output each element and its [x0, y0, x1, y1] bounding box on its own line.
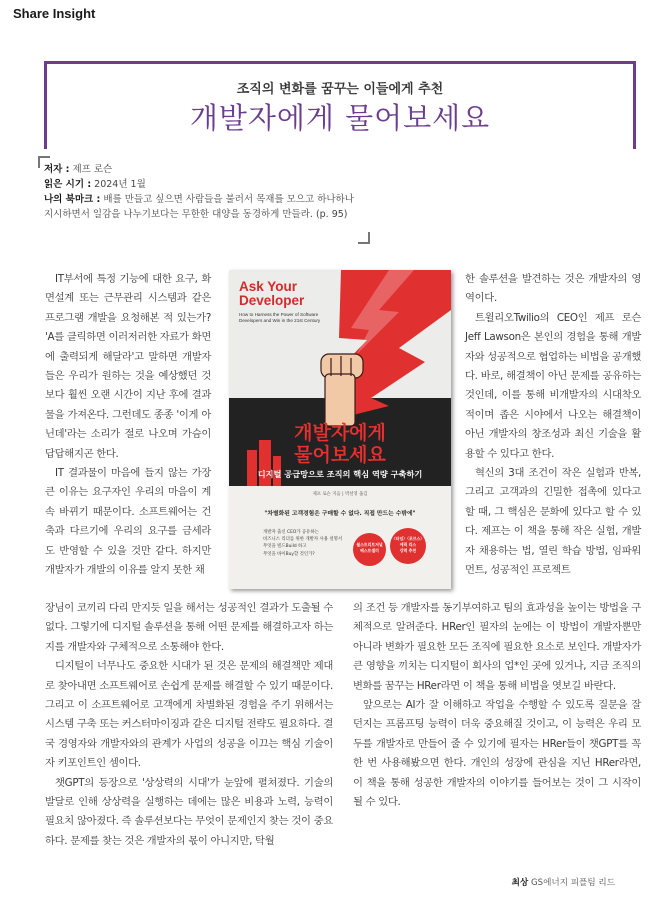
body-column-right-top: [465, 270, 641, 581]
meta-author: [44, 162, 358, 177]
page-title: 개발자에게 물어보세요: [189, 101, 491, 135]
book-en-title-line1: Ask Your: [239, 279, 298, 294]
book-kr-title-line2: 물어보세요: [294, 444, 386, 466]
header-box: [44, 61, 636, 149]
paragraph: 장님이 코끼리 다리 만지듯 일을 해서는 성공적인 결과가 도출될 수 없다. 그렇기에 디지털 솔루션을 통해 어떤 문제를 해결하고자 하는지를 개발자와 구체적으로 소통해야 한다.: [45, 602, 333, 653]
book-kr-title: [229, 422, 451, 466]
book-en-subtitle: How to Harness the Power of Software Developers and Win in the 21st Century: [239, 312, 321, 323]
paragraph: 앞으로는 AI가 잘 이해하고 작업을 수행할 수 있도록 질문을 잘 던지는 프롬프팅 능력이 더욱 중요해질 것이고, 이 능력은 우리 모두를 개발자로 만들어 줄 수 있기에 필자는 HRer들이 챗GPT를 꼭 한 번 사용해봤으면 한다. 개인의 성장에 관심을 지닌 HRer라면, 이 책을 통해 성공한 개발자의 이야기를 들어보는 것이 그 시작이 될 수 있다.: [353, 699, 641, 809]
paragraph: 디지털이 너무나도 중요한 시대가 된 것은 문제의 해결책만 제대로 찾아내면 소프트웨어로 손쉽게 문제를 해결할 수 있기 때문이다. 그리고 이 소프트웨어로 고객에게 차별화된 경험을 주기 위해서는 시스템 구축 또는 커스터마이징과 같은 디지털 전략도 필요하다. 결국 경영자와 개발자와의 관계가 사업의 성공을 이끄는 핵심 기술이자 키포인트인 셈이다.: [45, 660, 333, 770]
book-kr-title-line1: 개발자에게: [294, 422, 386, 444]
badge2-line1: 〈타임〉〈포브스〉: [391, 536, 425, 541]
paragraph: 챗GPT의 등장으로 '상상력의 시대'가 눈앞에 펼쳐졌다. 기술의 발달로 인해 상상력을 실행하는 데에는 많은 비용과 노력, 능력이 필요치 않아졌다. 즉 솔루션보다는 무엇이 문제인지 찾는 것이 중요하다. 문제를 찾는 것은 개발자의 몫이 아니지만, 탁월: [45, 776, 333, 847]
meta-author-label: 저자 :: [44, 164, 70, 175]
paragraph: 트윌리오Twilio의 CEO인 제프 로슨Jeff Lawson은 본인의 경험을 통해 개발자와 성공적으로 협업하는 비법을 공개했다. 바로, 해결책이 아닌 문제를 공유하는 것인데, 이를 통해 비개발자의 시대착오적이며 좁은 시야에서 나오는 해결책이 아닌 개발자의 창조성과 최신 기술을 활용할 수 있다고 한다.: [465, 311, 641, 460]
quote-corner-bottom-right: [358, 232, 370, 244]
section-tag: Share Insight: [13, 6, 96, 21]
book-en-title: [239, 280, 304, 308]
book-kr-subtitle: 디지털 공급망으로 조직의 핵심 역량 구축하기: [257, 469, 423, 479]
book-blurb: [263, 529, 353, 558]
quote-corner-top-left: [38, 156, 50, 168]
book-en-title-line2: Developer: [239, 293, 305, 308]
meta-read-value: 2024년 1월: [94, 179, 146, 190]
book-meta: [44, 162, 358, 240]
bestseller-badge: [353, 533, 386, 566]
paragraph: IT부서에 특정 기능에 대한 요구, 화면설계 또는 근무관리 시스템과 같은 프로그램 개발을 요청해본 적 있는가? 'A를 클릭하면 이러저러한 자료가 화면에 출력되게 해달라'고 말하면 개발자들은 우리가 원하는 것을 예상했던 것보다 훨씬 오랜 시간이 지난 후에 결과물을 가져온다. 그런데도 종종 '이게 아닌데'라는 소리가 절로 나오며 가슴이 답답해지곤 한다.: [45, 273, 211, 460]
badge1-line1: 월스트리트저널: [356, 542, 383, 547]
badge2-line2: 에릭 리스: [399, 542, 417, 547]
badge2-line3: 강력 추천: [399, 548, 417, 553]
book-quote: "차별화된 고객경험은 구매할 수 없다. 직접 만드는 수밖에": [264, 511, 416, 517]
meta-bookmark-line1: 배를 만들고 싶으면 사람들을 불러서 목재를 모으고 하나하나: [103, 194, 354, 205]
paragraph: 혁신의 3대 조건이 작은 실험과 반복, 그리고 고객과의 긴밀한 접촉에 있다고 할 때, 그 핵심은 문화에 있다고 할 수 있다. 제프는 이 책을 통해 작은 실험, 개발자 채용하는 법, 열린 학습 방법, 임파워먼트, 성공적인 프로젝트: [465, 467, 641, 577]
header-subtitle: 조직의 변화를 꿈꾸는 이들에게 추천: [236, 82, 444, 97]
badge1-line2: 베스트셀러: [360, 548, 379, 553]
byline-name: 최상: [511, 878, 529, 888]
body-column-left-bottom: [45, 599, 333, 851]
book-blurb-1: 개발자 출신 CEO가 공유하는: [263, 530, 319, 535]
book-cover-panel: [229, 486, 451, 589]
meta-author-value: 제프 로슨: [72, 164, 113, 175]
paragraph: IT 결과물이 마음에 들지 않는 가장 큰 이유는 요구자인 우리의 마음이 계속 바뀌기 때문이다. 소프트웨어는 건축과 다르기에 우리의 요구를 금세라도 반영할 수 있을 것만 같다. 하지만 개발자가 개발의 이유를 알지 못한 채: [45, 467, 211, 577]
paragraph: 한 솔루션을 발견하는 것은 개발자의 영역이다.: [465, 273, 641, 305]
meta-bookmark: [44, 192, 358, 207]
recommend-badge: [390, 528, 426, 564]
book-author: 제프 로슨 지음 | 박설영 옮김: [312, 492, 368, 497]
book-blurb-2: 비즈니스 리더를 위한 개발자 사용 설명서: [263, 537, 343, 543]
book-blurb-3: 무엇을 빌드Build 하고: [263, 544, 307, 550]
book-blurb-4: 무엇을 바이Buy할 것인가?: [263, 551, 315, 557]
meta-read-label: 읽은 시기 :: [44, 179, 92, 190]
meta-bookmark-cont: 지시하면서 일감을 나누기보다는 무한한 대양을 동경하게 만들라. (p. 95): [44, 209, 348, 220]
book-cover: [229, 270, 451, 589]
body-column-right-bottom: [353, 599, 641, 812]
meta-read-time: [44, 177, 358, 192]
paragraph: 의 조건 등 개발자를 동기부여하고 팀의 효과성을 높이는 방법을 구체적으로 알려준다. HRer인 필자의 눈에는 이 방법이 개발자뿐만 아니라 변화가 필요한 모든 조직에 필요한 요소로 보인다. 개발자가 큰 영향을 끼치는 디지털이 회사의 업*인 곳에 있거나, 지금 조직의 변화를 꿈꾸는 HRer라면 이 책을 통해 비법을 엿보길 바란다.: [353, 602, 641, 692]
body-column-left-top: [45, 270, 211, 581]
meta-bookmark-label: 나의 북마크 :: [44, 194, 101, 205]
byline: [512, 876, 615, 888]
byline-affiliation: GS에너지 피플팀 리드: [531, 878, 615, 888]
